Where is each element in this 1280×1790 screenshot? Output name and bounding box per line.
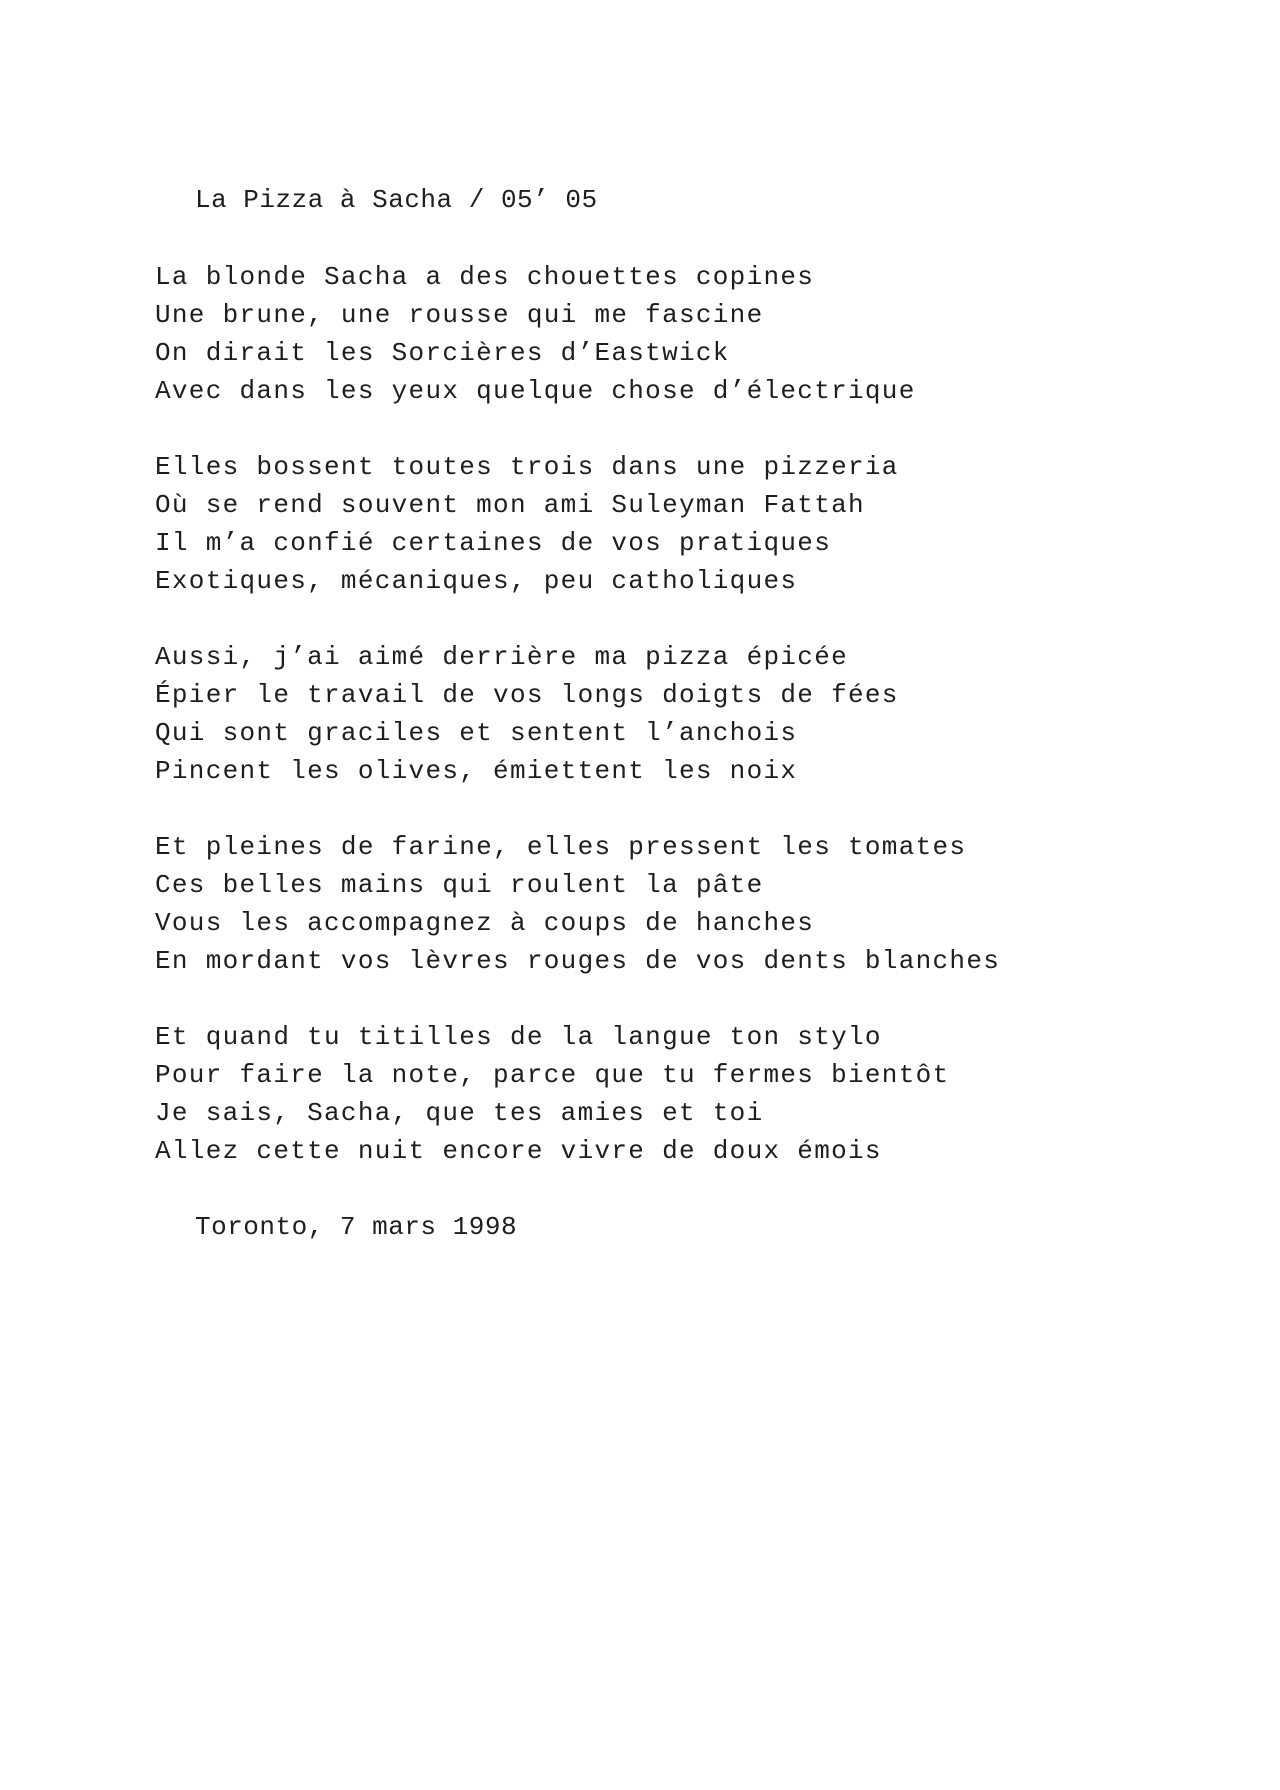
poem-line: Il m’a confié certaines de vos pratiques [155, 528, 832, 558]
poem-line: Pour faire la note, parce que tu fermes bientôt [155, 1060, 950, 1090]
stanza-4 [155, 828, 1255, 980]
poem-body [155, 258, 1255, 1208]
stanza-2 [155, 448, 1255, 600]
poem-line: En mordant vos lèvres rouges de vos dents blanches [155, 946, 1001, 976]
poem-line: Et quand tu titilles de la langue ton stylo [155, 1022, 882, 1052]
poem-line: Vous les accompagnez à coups de hanches [155, 908, 815, 938]
poem-line: Épier le travail de vos longs doigts de fées [155, 680, 899, 710]
poem-line: Elles bossent toutes trois dans une pizzeria [155, 452, 899, 482]
poem-line: Allez cette nuit encore vivre de doux émois [155, 1136, 882, 1166]
place-date-signature: Toronto, 7 mars 1998 [195, 1212, 518, 1242]
poem-line: Où se rend souvent mon ami Suleyman Fattah [155, 490, 865, 520]
poem-line: On dirait les Sorcières d’Eastwick [155, 338, 730, 368]
poem-title: La Pizza à Sacha / 05’ 05 [195, 185, 598, 215]
poem-line: Je sais, Sacha, que tes amies et toi [155, 1098, 764, 1128]
poem-line: Ces belles mains qui roulent la pâte [155, 870, 764, 900]
poem-line: Avec dans les yeux quelque chose d’électrique [155, 376, 916, 406]
stanza-5 [155, 1018, 1255, 1170]
poem-line: Pincent les olives, émiettent les noix [155, 756, 798, 786]
poem-line: Une brune, une rousse qui me fascine [155, 300, 764, 330]
poem-line: Qui sont graciles et sentent l’anchois [155, 718, 798, 748]
poem-line: Exotiques, mécaniques, peu catholiques [155, 566, 798, 596]
stanza-1 [155, 258, 1255, 410]
poem-line: La blonde Sacha a des chouettes copines [155, 262, 815, 292]
poem-line: Et pleines de farine, elles pressent les tomates [155, 832, 967, 862]
poem-line: Aussi, j’ai aimé derrière ma pizza épicée [155, 642, 849, 672]
stanza-3 [155, 638, 1255, 790]
